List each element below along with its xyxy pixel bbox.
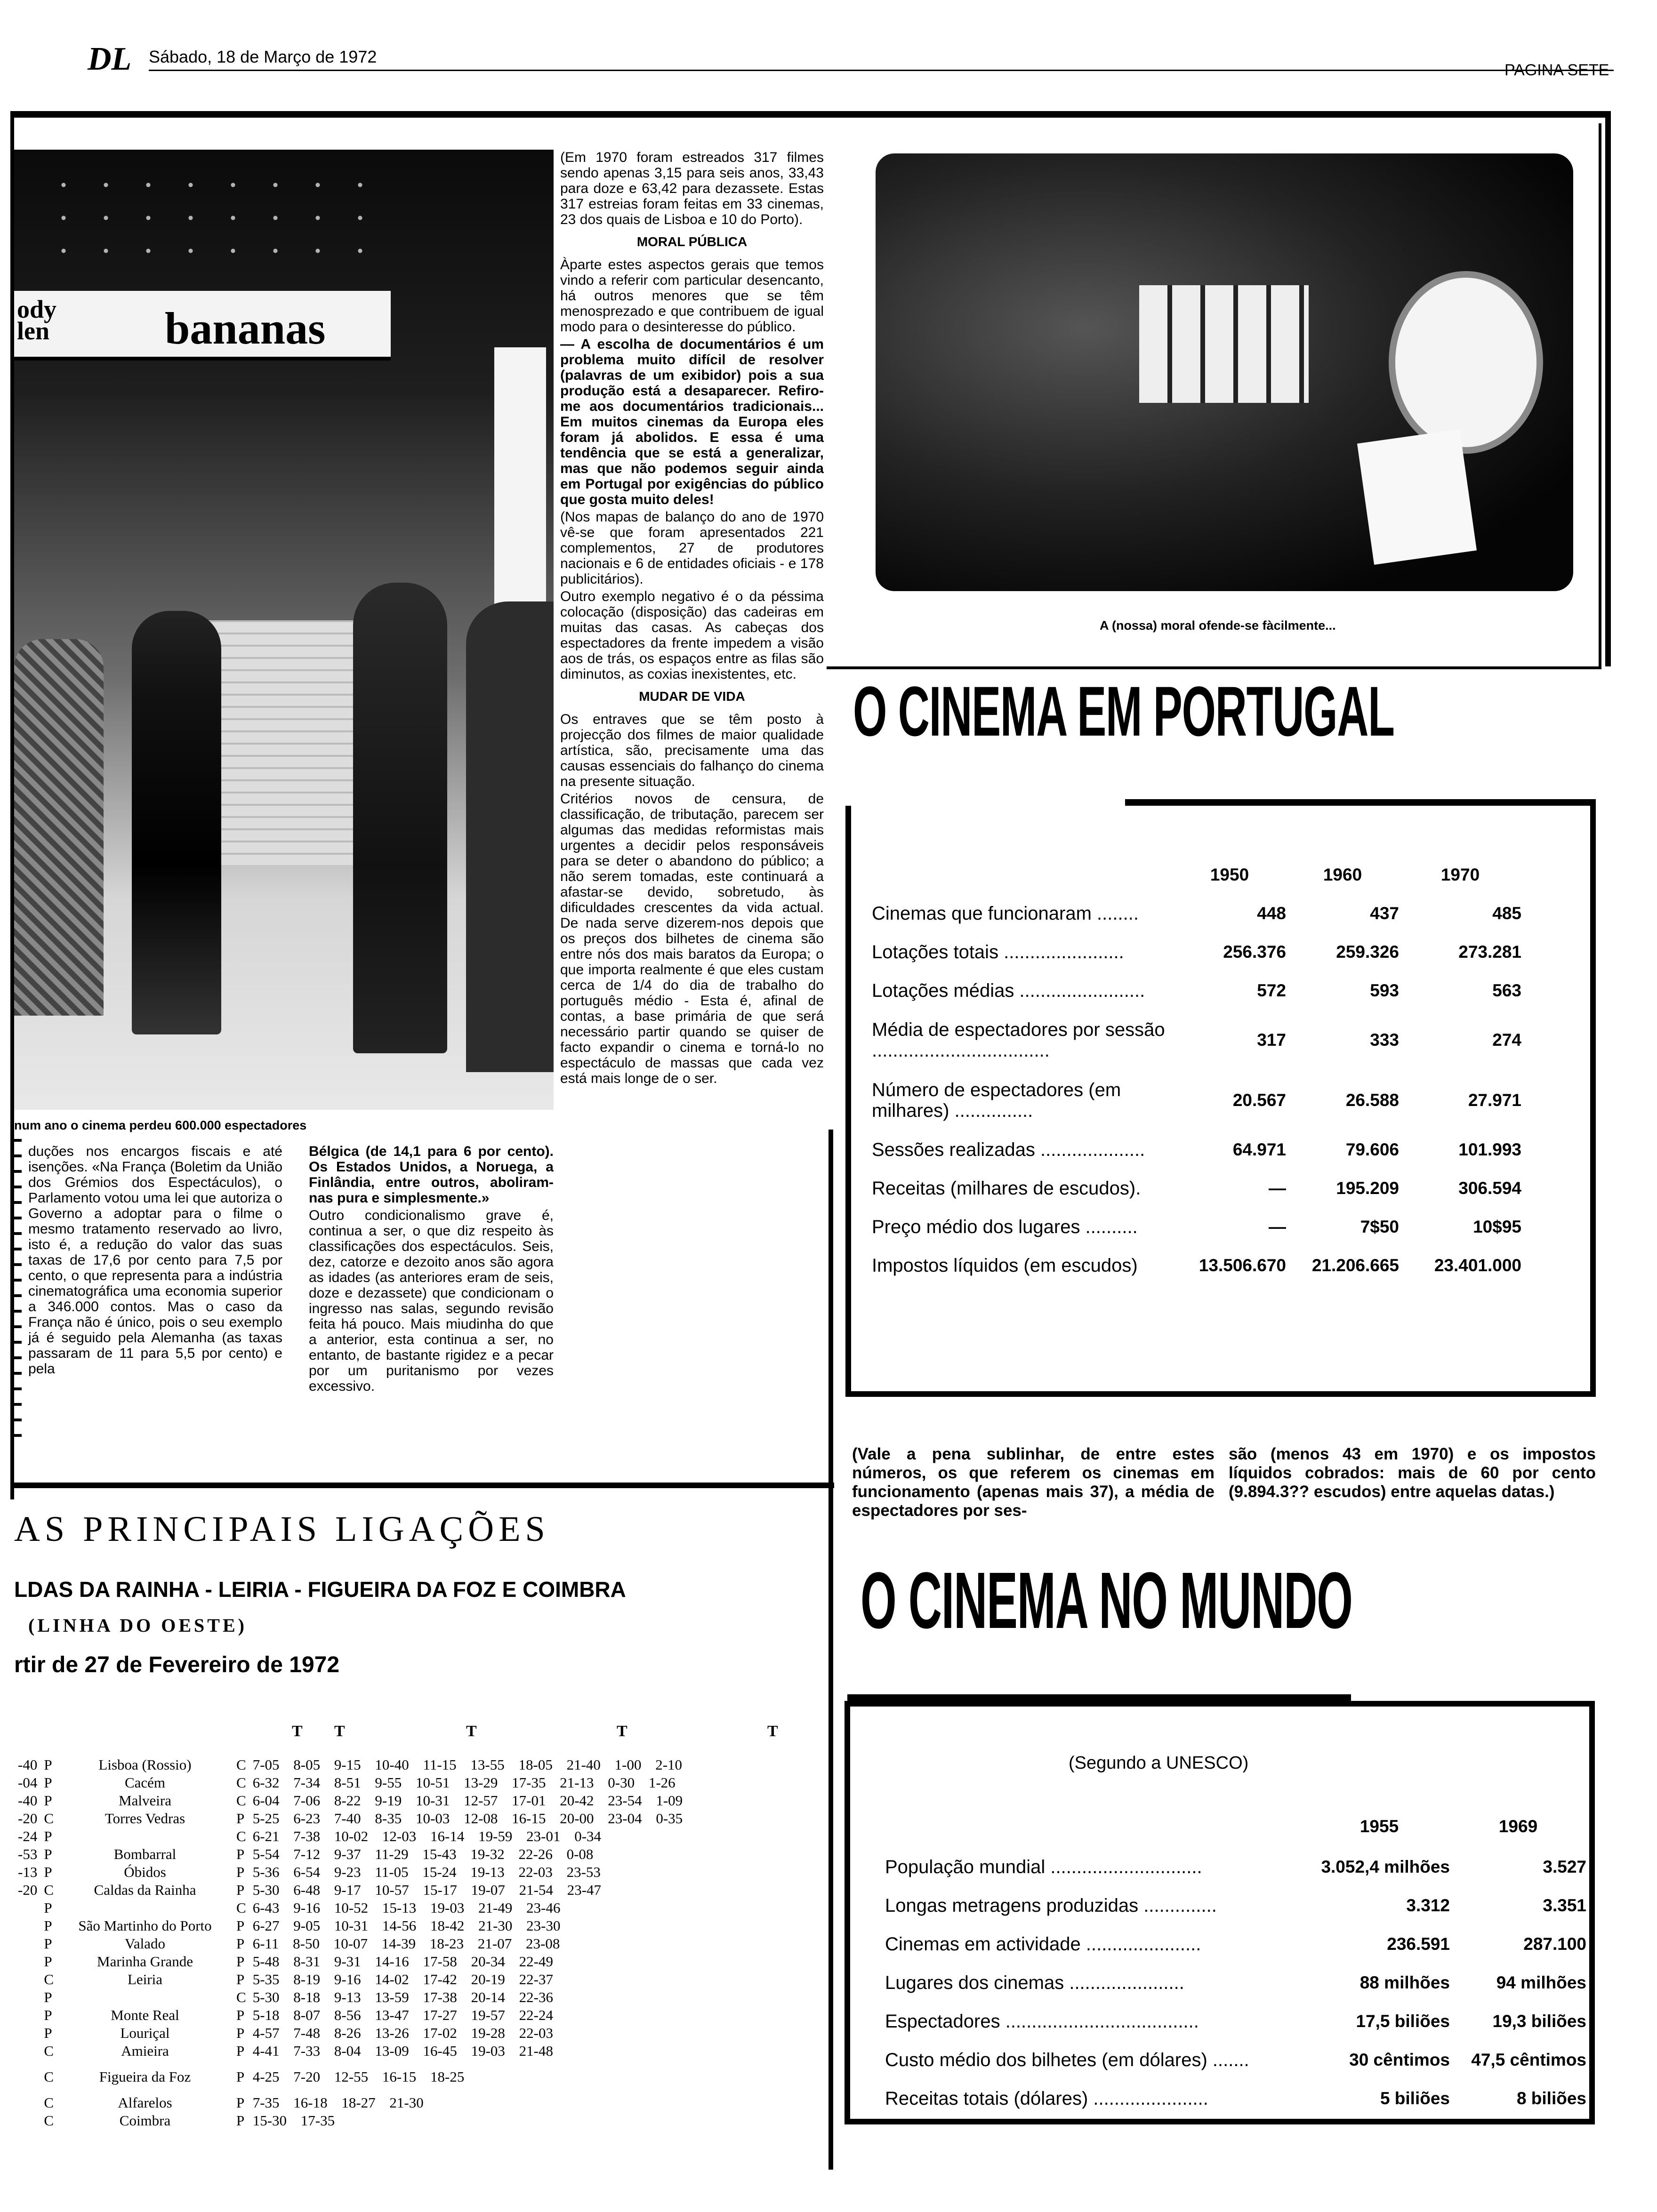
value: 3.312 [1406, 1896, 1450, 1915]
schedule-row [15, 1917, 685, 1934]
schedule-row [15, 1864, 685, 1881]
portugal-row [872, 1169, 1521, 1208]
cs: C [236, 1792, 246, 1809]
km: -20 [18, 1882, 38, 1898]
km: -40 [18, 1792, 38, 1809]
p-quote: — A escolha de documentários é um problema muito difícil de resolver (palavras de um exibidor) pois a sua produção está a desaparecer. Refiro-me aos documentários tradicionais... Em muitos cinemas da Europa eles foram já abolidos. E essa é uma tendência que se está a generalizar, mas que não podemos seguir ainda em Portugal por exigências do público que gosta muito deles! [560, 337, 824, 507]
times: 4-41 7-33 8-04 13-09 16-45 19-03 21-48 [252, 2043, 553, 2059]
times: 5-30 8-18 9-13 13-59 17-38 20-14 22-36 [252, 1989, 553, 2005]
station [57, 1899, 233, 1916]
km [15, 1917, 40, 1934]
value: 306.594 [1458, 1178, 1521, 1198]
clipped-column-edge [14, 1139, 22, 1440]
schedule-row [15, 1810, 685, 1827]
value: 17,5 biliões [1356, 2012, 1450, 2031]
schedule-row [15, 1899, 685, 1916]
times: 5-35 8-19 9-16 14-02 17-42 20-19 22-37 [252, 1971, 553, 1988]
mundo-row [885, 1848, 1586, 1886]
station: Figueira da Foz [99, 2068, 191, 2085]
person-figure-4 [466, 601, 554, 1072]
t-marker: T [617, 1723, 627, 1740]
value: 10$95 [1473, 1217, 1521, 1236]
shop-sign-text: bananas [165, 303, 326, 353]
cs: P [236, 2068, 245, 2085]
portugal-box-top-rule [1125, 799, 1596, 806]
row-label: Número de espectadores (em milhares) ............... [872, 1080, 1121, 1121]
km [15, 1935, 40, 1952]
portugal-row [872, 894, 1521, 933]
value: 79.606 [1345, 1140, 1399, 1159]
times: 6-04 7-06 8-22 9-19 10-31 12-57 17-01 20-42 23-54 1-09 [252, 1792, 683, 1809]
schedule-row [15, 2094, 685, 2111]
year-1970: 1970 [1440, 865, 1480, 884]
clock-face [1389, 271, 1543, 454]
value: 236.591 [1387, 1934, 1450, 1954]
row-label: Lugares dos cinemas ...................... [885, 1972, 1184, 1993]
cp: C [44, 1810, 54, 1827]
station: Lisboa (Rossio) [98, 1756, 192, 1773]
value: 23.401.000 [1434, 1256, 1521, 1275]
times: 6-43 9-16 10-52 15-13 19-03 21-49 23-46 [252, 1899, 561, 1916]
year-1950: 1950 [1210, 865, 1249, 884]
mundo-table [885, 1805, 1586, 2118]
portugal-row [872, 1010, 1521, 1070]
year-1969: 1969 [1498, 1817, 1538, 1836]
times: 6-21 7-38 10-02 12-03 16-14 19-59 23-01 0-34 [252, 1828, 602, 1844]
schedule-row [15, 1756, 685, 1773]
header-rule [149, 70, 1614, 71]
station: Marinha Grande [97, 1953, 193, 1970]
cs: P [236, 2094, 245, 2111]
top-frame-rule [10, 111, 1611, 118]
cp: P [44, 1899, 52, 1916]
col1-paragraph: duções nos encargos fiscais e até isenções. «Na França (Boletim da União dos Grémios dos Espectáculos), o Parlamento votou uma lei que autoriza o Governo a adoptar para o filme o mesmo tratamento reservado ao livro, isto é, a redução do valor das suas taxas de 17,6 por cento para 7,5 por cento, o que representa para a indústria cinematográfica uma economia superior a 346.000 contos. Mas o caso da França não é único, pois o seu exemplo já é seguido pela Alemanha (as taxas passaram de 11 para 5,5 por cento) e pela [28, 1144, 282, 1377]
station: São Martinho do Porto [78, 1917, 212, 1934]
cp: C [44, 1971, 54, 1988]
cs: C [236, 1989, 246, 2005]
t-marker: T [466, 1723, 477, 1740]
km [15, 2025, 40, 2042]
cp: C [44, 2094, 54, 2111]
station: Louriçal [120, 2025, 170, 2041]
cp: C [44, 1882, 54, 1898]
right-photo [876, 153, 1573, 591]
value: 3.052,4 milhões [1321, 1857, 1450, 1876]
portugal-row [872, 1208, 1521, 1246]
value: — [1269, 1217, 1286, 1236]
shop-sign [14, 291, 391, 361]
value: 273.281 [1458, 942, 1521, 962]
col2-paragraph-1: Bélgica (de 14,1 para 6 por cento). Os Estados Unidos, a Noruega, a Finlândia, entre outros, aboliram-nas pura e simplesmente.» [309, 1144, 554, 1206]
value: 19,3 biliões [1492, 2012, 1586, 2031]
km: -13 [18, 1864, 38, 1880]
portugal-row [872, 971, 1521, 1010]
cp: P [44, 1953, 52, 1970]
times: 6-32 7-34 8-51 9-55 10-51 13-29 17-35 21-13 0-30 1-26 [252, 1774, 676, 1791]
value: 30 cêntimos [1349, 2050, 1450, 2069]
value: 47,5 cêntimos [1471, 2050, 1586, 2069]
cp: P [44, 1792, 52, 1809]
cs: P [236, 1953, 245, 1970]
row-label: População mundial ............................. [885, 1856, 1202, 1877]
times: 6-27 9-05 10-31 14-56 18-42 21-30 23-30 [252, 1917, 561, 1934]
station: Caldas da Rainha [94, 1882, 196, 1898]
value: 3.527 [1543, 1857, 1586, 1876]
schedule-row [15, 1953, 685, 1970]
mundo-row [885, 2041, 1586, 2079]
heading-mudar: MUDAR DE VIDA [639, 689, 745, 704]
times: 5-30 6-48 9-17 10-57 15-17 19-07 21-54 23-47 [252, 1882, 602, 1898]
portugal-box-right-rule [1590, 806, 1596, 1397]
portugal-year-row [872, 856, 1521, 894]
value: 88 milhões [1359, 1973, 1450, 1992]
p-1970: (Em 1970 foram estreados 317 filmes sendo apenas 3,15 para seis anos, 33,43 para doze e 63,42 para dezassete. Estas 317 estreias foram feitas em 33 cinemas, 23 dos quais de Lisboa e 10 do Porto). [560, 150, 824, 227]
row-label: Cinemas que funcionaram ........ [872, 903, 1139, 924]
cs: P [236, 1917, 245, 1934]
mundo-year-row [885, 1805, 1586, 1848]
station: Coimbra [119, 2112, 171, 2129]
value: 274 [1492, 1030, 1521, 1050]
value: 333 [1370, 1030, 1399, 1050]
km: -04 [18, 1774, 38, 1791]
t-marker: T [767, 1723, 778, 1740]
times: 15-30 17-35 [252, 2112, 335, 2129]
p-mapas: (Nos mapas de balanço do ano de 1970 vê-se que foram apresentados 221 complementos, 27 de produtores nacionais e 6 de entidades oficiais - e 178 publicitários). [560, 509, 824, 587]
cs: P [236, 1864, 245, 1880]
cp: P [44, 1935, 52, 1952]
portugal-table [872, 856, 1521, 1285]
left-border [10, 111, 14, 1499]
p-entraves: Os entraves que se têm posto à projecção dos filmes de maior qualidade artística, são, precisamente uma das causas essenciais do falhanço do cinema na presente situação. [560, 712, 824, 789]
col2-paragraph-2: Outro condicionalismo grave é, continua a ser, o que diz respeito às classificações dos espectáculos. Seis, dez, catorze e dezoito anos são agora as idades (as anteriores eram de seis, doze e dezassete) que condicionam o ingresso nas salas, segundo revisão feita há pouco. Mais miudinha do que a anterior, esta continua a ser, no entanto, de bastante rigidez e a pecar por um puritanismo por vezes excessivo. [309, 1208, 554, 1394]
p-outro: Outro exemplo negativo é o da péssima colocação (disposição) das cadeiras em muitas das casas. As cabeças dos espectadores da frente impedem a visão aos de trás, os espaços entre as filas são diminutos, as coxias inexistentes, etc. [560, 589, 824, 682]
times: 4-25 7-20 12-55 16-15 18-25 [252, 2068, 465, 2085]
station: Leiria [128, 1971, 163, 1988]
portugal-box-bottom-rule [845, 1391, 1596, 1397]
cp: P [44, 1756, 52, 1773]
header-page: PAGINA SETE [1504, 61, 1609, 79]
mundo-row [885, 1964, 1586, 2002]
cp: P [44, 1989, 52, 2005]
km [15, 2043, 40, 2060]
row-label: Receitas (milhares de escudos). [872, 1178, 1141, 1199]
portugal-box-left-rule [845, 806, 851, 1397]
person-figure [132, 611, 221, 1034]
cp: P [44, 1917, 52, 1934]
p-moral: Àparte estes aspectos gerais que temos vindo a referir com particular desencanto, há outros menores que se têm menosprezado e que contribuem de igual modo para o desinteresse do público. [560, 257, 824, 335]
year-1955: 1955 [1359, 1817, 1399, 1836]
value: 94 milhões [1496, 1973, 1586, 1992]
km [15, 2112, 40, 2129]
left-photo-caption: num ano o cinema perdeu 600.000 espectadores [14, 1118, 307, 1132]
km [15, 1989, 40, 2006]
km: -53 [18, 1846, 38, 1862]
value: 485 [1492, 904, 1521, 923]
portugal-note-left: (Vale a pena sublinhar, de entre estes números, os que referem os cinemas em funcionamento (apenas mais 37), a média de espectadores por ses- [852, 1445, 1215, 1520]
schedule-row [15, 2060, 685, 2093]
ligacoes-from: rtir de 27 de Fevereiro de 1972 [14, 1652, 340, 1677]
km [15, 2007, 40, 2024]
value: — [1269, 1178, 1286, 1198]
times: 5-48 8-31 9-31 14-16 17-58 20-34 22-49 [252, 1953, 553, 1970]
station: Alfarelos [118, 2094, 172, 2111]
row-label: Sessões realizadas .................... [872, 1139, 1145, 1160]
schedule-row [15, 1989, 685, 2006]
value: 21.206.665 [1311, 1256, 1399, 1275]
schedule-row [15, 1828, 685, 1845]
value: 259.326 [1336, 942, 1399, 962]
cs: C [236, 1899, 246, 1916]
article-column-2 [309, 1144, 554, 1396]
article-column-3 [560, 150, 824, 1088]
times: 4-57 7-48 8-26 13-26 17-02 19-28 22-03 [252, 2025, 553, 2041]
station: Torres Vedras [105, 1810, 185, 1827]
right-frame-rule [1605, 111, 1611, 666]
schedule-row [15, 1971, 685, 1988]
cs: P [236, 2112, 245, 2129]
cs: P [236, 2043, 245, 2059]
station: Bombarral [113, 1846, 177, 1862]
schedule-row [15, 2112, 685, 2129]
station [57, 1828, 233, 1845]
value: 8 biliões [1516, 2089, 1586, 2108]
mundo-source: (Segundo a UNESCO) [1069, 1753, 1249, 1773]
value: 317 [1257, 1030, 1286, 1050]
t-marker: T [334, 1723, 345, 1740]
km: -20 [18, 1810, 38, 1827]
portugal-row [872, 1130, 1521, 1169]
cp: P [44, 1774, 52, 1791]
km [15, 1953, 40, 1970]
times: 5-36 6-54 9-23 11-05 15-24 19-13 22-03 23-53 [252, 1864, 601, 1880]
value: 101.993 [1458, 1140, 1521, 1159]
cs: P [236, 2025, 245, 2041]
times: 5-54 7-12 9-37 11-29 15-43 19-32 22-26 0-08 [252, 1846, 594, 1862]
row-label: Receitas totais (dólares) ...................... [885, 2088, 1208, 2109]
value: 593 [1370, 981, 1399, 1000]
heading-moral: MORAL PÚBLICA [636, 234, 748, 249]
section-divider [10, 1483, 834, 1488]
cs: P [236, 1971, 245, 1988]
cs: P [236, 1846, 245, 1862]
mundo-row [885, 1925, 1586, 1964]
cs: C [236, 1756, 246, 1773]
cp: P [44, 2025, 52, 2041]
km [15, 2094, 40, 2111]
portugal-row [872, 1246, 1521, 1285]
person-figure-2 [353, 583, 447, 1053]
masthead-logo: DL [88, 41, 132, 77]
value: 26.588 [1345, 1090, 1399, 1110]
cp: P [44, 1846, 52, 1862]
poster-window [1139, 285, 1309, 403]
ceiling-lights [42, 168, 372, 263]
year-1960: 1960 [1323, 865, 1362, 884]
right-photo-caption: A (nossa) moral ofende-se fàcilmente... [1100, 618, 1336, 633]
schedule-row [15, 1882, 685, 1899]
ligacoes-title: AS PRINCIPAIS LIGAÇÕES [14, 1509, 550, 1549]
value: 27.971 [1468, 1090, 1521, 1110]
mundo-row [885, 1886, 1586, 1925]
station: Óbidos [124, 1864, 166, 1880]
row-label: Cinemas em actividade ...................... [885, 1933, 1201, 1955]
cp: P [44, 1864, 52, 1880]
times: 7-05 8-05 9-15 10-40 11-15 13-55 18-05 21-40 1-00 2-10 [252, 1756, 683, 1773]
schedule-row [15, 2043, 685, 2060]
schedule-row [15, 1846, 685, 1863]
cs: P [236, 2007, 245, 2023]
cs: P [236, 1935, 245, 1952]
times: 5-25 6-23 7-40 8-35 10-03 12-08 16-15 20-00 23-04 0-35 [252, 1810, 683, 1827]
station: Amieira [121, 2043, 169, 2059]
km: -40 [18, 1756, 38, 1773]
cs: P [236, 1882, 245, 1898]
schedule-table [14, 1755, 686, 2130]
mundo-title: O CINEMA NO MUNDO [861, 1556, 1352, 1645]
portugal-note-right: são (menos 43 em 1970) e os impostos líquidos cobrados: mais de 60 por cento (9.894.3?? escudos) entre aquelas datas.) [1229, 1445, 1596, 1501]
cs: C [236, 1774, 246, 1791]
km [15, 1971, 40, 1988]
row-label: Lotações médias ........................ [872, 980, 1145, 1001]
row-label: Longas metragens produzidas .............. [885, 1895, 1217, 1916]
t-marker: T [292, 1723, 303, 1740]
mundo-row [885, 2079, 1586, 2118]
left-photo [14, 150, 554, 1110]
row-label: Lotações totais ....................... [872, 941, 1124, 962]
cp: P [44, 2007, 52, 2023]
value: 7$50 [1360, 1217, 1399, 1236]
ligacoes-route: LDAS DA RAINHA - LEIRIA - FIGUEIRA DA FOZ E COIMBRA [14, 1577, 626, 1602]
cs: C [236, 1828, 246, 1844]
times: 6-11 8-50 10-07 14-39 18-23 21-07 23-08 [252, 1935, 560, 1952]
station [57, 1989, 233, 2006]
row-label: Espectadores ..................................... [885, 2011, 1199, 2032]
header-date: Sábado, 18 de Março de 1972 [149, 47, 377, 66]
schedule-row [15, 2025, 685, 2042]
schedule-row [15, 1774, 685, 1791]
portugal-title: O CINEMA EM PORTUGAL [853, 672, 1394, 751]
value: 195.209 [1336, 1178, 1399, 1198]
km: -24 [18, 1828, 38, 1844]
schedule-row [15, 2007, 685, 2024]
value: 287.100 [1523, 1934, 1586, 1954]
schedule-row [15, 1935, 685, 1952]
station: Valado [124, 1935, 166, 1952]
times: 5-18 8-07 8-56 13-47 17-27 19-57 22-24 [252, 2007, 553, 2023]
value: 13.506.670 [1199, 1256, 1286, 1275]
value: 64.971 [1232, 1140, 1286, 1159]
cp: C [44, 2068, 54, 2085]
row-label: Preço médio dos lugares .......... [872, 1216, 1138, 1237]
station: Cacém [124, 1774, 166, 1791]
cs: P [236, 1810, 245, 1827]
cp: P [44, 1828, 52, 1844]
row-label: Custo médio dos bilhetes (em dólares) ....... [885, 2049, 1249, 2070]
mundo-box-top-rule [847, 1694, 1351, 1701]
row-label: Impostos líquidos (em escudos) [872, 1255, 1138, 1276]
person-figure-3 [14, 639, 104, 1016]
ligacoes-line: (LINHA DO OESTE) [28, 1615, 247, 1636]
value: 256.376 [1223, 942, 1286, 962]
schedule-row [15, 1792, 685, 1809]
p-criterios: Critérios novos de censura, de classificação, de tributação, parecem ser algumas das medidas reformistas mais urgentes a decidir pelos responsáveis para se deter o abandono do público; a não serem tomadas, este continuará a afastar-se devido, sobretudo, às dificuldades crescentes da vida actual. De nada serve dizerem-nos depois que os preços dos bilhetes de cinema são entre nós dos mais baratos da Europa; o que importa realmente é que eles custam cerca de 1/4 do dia de trabalho do português médio - Esta é, afinal de contas, a base primária de que será necessário partir quando se quiser de facto expandir o cinema e torná-lo no espectáculo de massas que cada vez está mais longe de o ser. [560, 791, 824, 1086]
km [15, 2060, 40, 2093]
center-divider [828, 1130, 833, 2170]
portugal-row [872, 933, 1521, 971]
cp: C [44, 2112, 54, 2129]
value: 448 [1257, 904, 1286, 923]
mundo-row [885, 2002, 1586, 2041]
portugal-row [872, 1070, 1521, 1130]
value: 5 biliões [1380, 2089, 1450, 2108]
station: Monte Real [111, 2007, 179, 2023]
value: 3.351 [1543, 1896, 1586, 1915]
shop-sign-prefix: ody len [17, 295, 57, 345]
station: Malveira [119, 1792, 171, 1809]
value: 20.567 [1232, 1090, 1286, 1110]
times: 7-35 16-18 18-27 21-30 [252, 2094, 424, 2111]
value: 437 [1370, 904, 1399, 923]
value: 563 [1492, 981, 1521, 1000]
value: 572 [1257, 981, 1286, 1000]
row-label: Média de espectadores por sessão .................................. [872, 1019, 1165, 1061]
article-column-1 [28, 1144, 282, 1378]
price-card [1357, 429, 1477, 565]
km [15, 1899, 40, 1916]
cp: C [44, 2043, 54, 2059]
